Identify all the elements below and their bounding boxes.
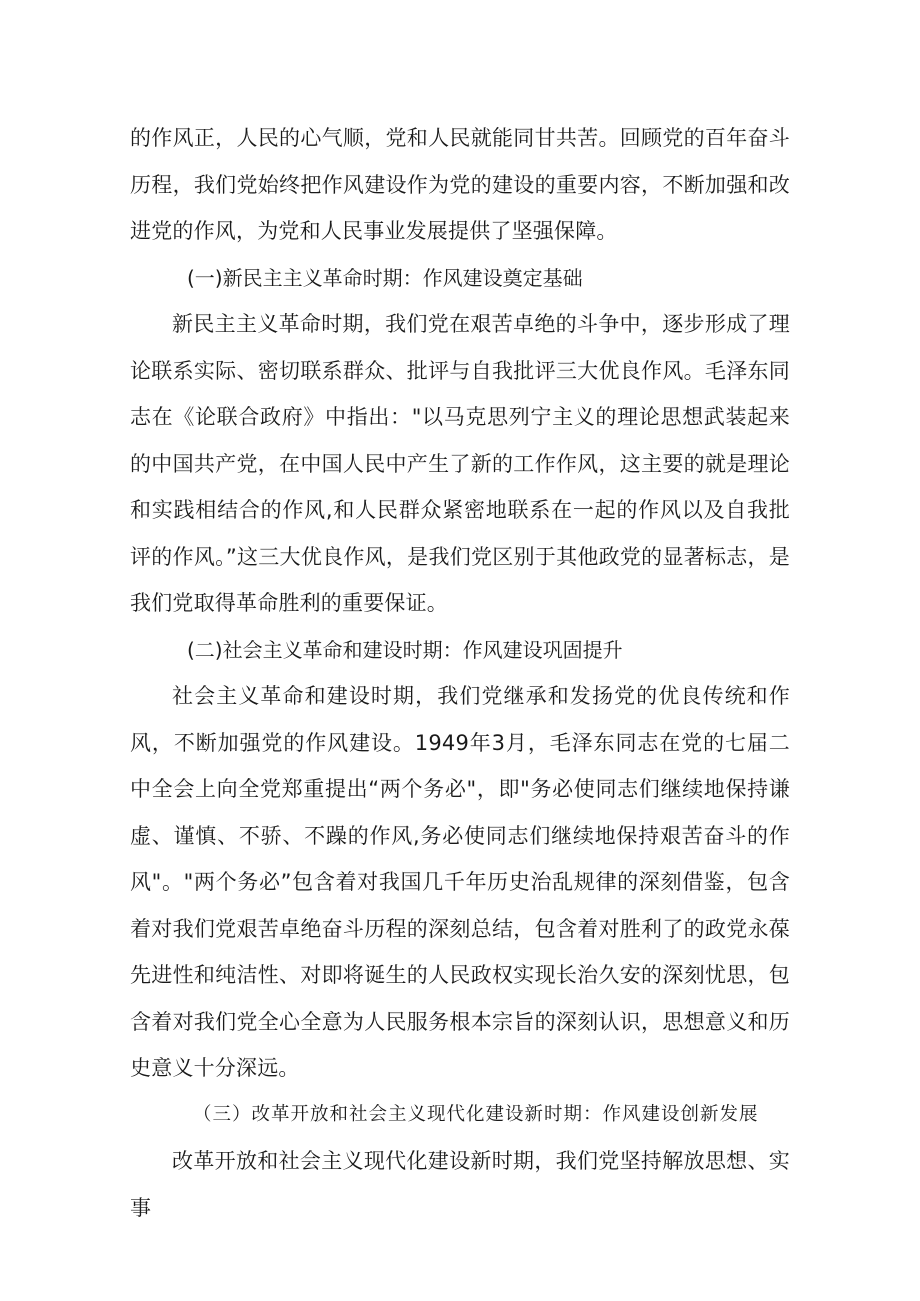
section-heading-2: (二)社会主义革命和建设时期：作风建设巩固提升: [187, 637, 623, 662]
document-body: [130, 115, 790, 1231]
paragraph-section-1: 新民主主义革命时期，我们党在艰苦卓绝的斗争中，逐步形成了理论联系实际、密切联系群众、批评与自我批评三大优良作风。毛泽东同志在《论联合政府》中指出："以马克思列宁主义的理论思想武装起来的中国共产党，在中国人民中产生了新的工作作风，这主要的就是理论和实践相结合的作风,和人民群众紧密地联系在一起的作风以及自我批评的作风。”这三大优良作风，是我们党区别于其他政党的显著标志，是我们党取得革命胜利的重要保证。: [130, 312, 790, 615]
paragraph-section-2: 社会主义革命和建设时期，我们党继承和发扬党的优良传统和作风，不断加强党的作风建设。1949年3月，毛泽东同志在党的七届二中全会上向全党郑重提出“两个务必"，即"务必使同志们继续地保持谦虚、谨慎、不骄、不躁的作风,务必使同志们继续地保持艰苦奋斗的作风"。"两个务必”包含着对我国几千年历史治乱规律的深刻借鉴，包含着对我们党艰苦卓绝奋斗历程的深刻总结，包含着对胜利了的政党永葆先进性和纯洁性、对即将诞生的人民政权实现长治久安的深刻忧思，包含着对我们党全心全意为人民服务根本宗旨的深刻认识，思想意义和历史意义十分深远。: [130, 684, 790, 1080]
paragraph-section-3: 改革开放和社会主义现代化建设新时期，我们党坚持解放思想、实事: [130, 1149, 790, 1220]
paragraph-intro-continued: 的作风正，人民的心气顺，党和人民就能同甘共苦。回顾党的百年奋斗历程，我们党始终把作风建设作为党的建设的重要内容，不断加强和改进党的作风，为党和人民事业发展提供了坚强保障。: [130, 126, 790, 243]
section-heading-3: （三）改革开放和社会主义现代化建设新时期：作风建设创新发展: [193, 1103, 759, 1125]
section-heading-1: (一)新民主主义革命时期：作风建设奠定基础: [187, 265, 583, 290]
